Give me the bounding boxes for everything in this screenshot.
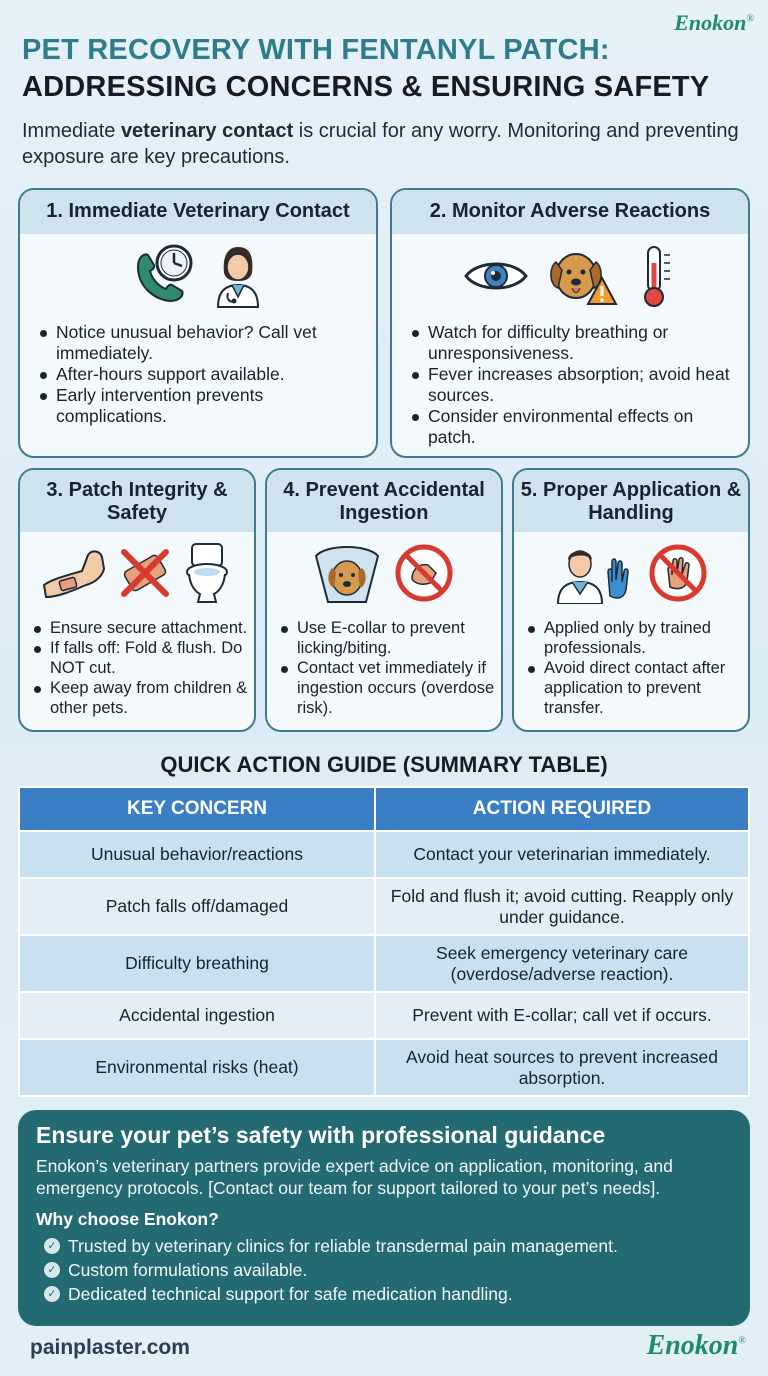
table-cell: Unusual behavior/reactions bbox=[20, 832, 374, 877]
card-bullets bbox=[267, 618, 501, 718]
list-item: Notice unusual behavior? Call vet immediately. bbox=[40, 322, 370, 364]
footer-website-link[interactable]: painplaster.com bbox=[30, 1336, 190, 1359]
table-cell: Prevent with E-collar; call vet if occurs. bbox=[376, 993, 748, 1038]
veterinarian-icon bbox=[210, 243, 266, 314]
table-row bbox=[20, 1040, 748, 1095]
card-bullets bbox=[20, 618, 254, 718]
list-item: Consider environmental effects on patch. bbox=[412, 406, 742, 448]
table-cell: Fold and flush it; avoid cutting. Reapply only under guidance. bbox=[376, 879, 748, 934]
column-header: ACTION REQUIRED bbox=[376, 788, 748, 830]
page-title bbox=[22, 34, 748, 104]
list-item: Avoid direct contact after application to prevent transfer. bbox=[528, 658, 746, 718]
intro-text: Immediate veterinary contact is crucial for any worry. Monitoring and preventing exposure are key precautions. bbox=[22, 120, 739, 168]
cta-heading: Ensure your pet’s safety with professional guidance bbox=[36, 1122, 606, 1148]
table-row bbox=[20, 832, 748, 877]
card-title: 1. Immediate Veterinary Contact bbox=[20, 190, 376, 234]
card-monitor-adverse-reactions bbox=[390, 188, 750, 458]
cta-body: Enokon’s veterinary partners provide expert advice on application, monitoring, and emergency protocols. [Contact our team for support tailored to your pet’s needs]. bbox=[36, 1156, 673, 1198]
card-immediate-vet-contact bbox=[18, 188, 378, 458]
dog-e-collar-icon bbox=[314, 542, 380, 609]
table-cell: Difficulty breathing bbox=[20, 936, 374, 991]
reasons-list bbox=[36, 1234, 732, 1306]
list-item: Contact vet immediately if ingestion occurs (overdose risk). bbox=[281, 658, 499, 718]
arm-patch-icon bbox=[42, 545, 108, 606]
card-bullets bbox=[392, 322, 748, 448]
title-line-1: PET RECOVERY WITH FENTANYL PATCH: bbox=[22, 34, 610, 66]
list-item: Keep away from children & other pets. bbox=[34, 678, 252, 718]
brand-logo-top: Enokon® bbox=[674, 10, 754, 35]
check-icon: ✓ bbox=[44, 1286, 60, 1302]
table-cell: Seek emergency veterinary care (overdose/adverse reaction). bbox=[376, 936, 748, 991]
list-item: Applied only by trained professionals. bbox=[528, 618, 746, 658]
phone-clock-icon bbox=[130, 243, 196, 314]
table-cell: Accidental ingestion bbox=[20, 993, 374, 1038]
brand-logo-bottom: Enokon® bbox=[646, 1330, 746, 1361]
list-item: Use E-collar to prevent licking/biting. bbox=[281, 618, 499, 658]
list-item: ✓ Dedicated technical support for safe medication handling. bbox=[36, 1282, 732, 1306]
list-item: After-hours support available. bbox=[40, 364, 370, 385]
list-item: Fever increases absorption; avoid heat sources. bbox=[412, 364, 742, 406]
eye-icon bbox=[464, 256, 528, 301]
card-title: 4. Prevent Accidental Ingestion bbox=[267, 470, 501, 532]
card-bullets bbox=[514, 618, 748, 718]
table-header-row bbox=[20, 788, 748, 830]
doctor-gloved-hand-icon bbox=[554, 542, 634, 609]
cta-panel bbox=[18, 1110, 750, 1326]
check-icon: ✓ bbox=[44, 1238, 60, 1254]
table-cell: Avoid heat sources to prevent increased absorption. bbox=[376, 1040, 748, 1095]
list-item: Ensure secure attachment. bbox=[34, 618, 252, 638]
list-item: ✓ Trusted by veterinary clinics for reliable transdermal pain management. bbox=[36, 1234, 732, 1258]
table-cell: Environmental risks (heat) bbox=[20, 1040, 374, 1095]
no-cut-patch-icon bbox=[116, 544, 174, 607]
list-item: Watch for difficulty breathing or unresponsiveness. bbox=[412, 322, 742, 364]
list-item: Early intervention prevents complications. bbox=[40, 385, 370, 427]
quick-guide-title: QUICK ACTION GUIDE (SUMMARY TABLE) bbox=[160, 752, 608, 777]
no-licking-icon bbox=[394, 543, 454, 608]
table-row bbox=[20, 879, 748, 934]
thermometer-icon bbox=[636, 243, 676, 314]
card-prevent-accidental-ingestion bbox=[265, 468, 503, 732]
table-cell: Contact your veterinarian immediately. bbox=[376, 832, 748, 877]
card-patch-integrity-safety bbox=[18, 468, 256, 732]
card-title: 5. Proper Application & Handling bbox=[514, 470, 748, 532]
table-row bbox=[20, 993, 748, 1038]
no-touch-hand-icon bbox=[648, 543, 708, 608]
check-icon: ✓ bbox=[44, 1262, 60, 1278]
card-title: 2. Monitor Adverse Reactions bbox=[392, 190, 748, 234]
card-bullets bbox=[20, 322, 376, 427]
table-cell: Patch falls off/damaged bbox=[20, 879, 374, 934]
dog-warning-icon bbox=[546, 244, 618, 313]
table-row bbox=[20, 936, 748, 991]
card-title: 3. Patch Integrity & Safety bbox=[20, 470, 254, 532]
toilet-icon bbox=[182, 540, 232, 611]
column-header: KEY CONCERN bbox=[20, 788, 374, 830]
card-proper-application-handling bbox=[512, 468, 750, 732]
title-line-2: ADDRESSING CONCERNS & ENSURING SAFETY bbox=[22, 71, 710, 103]
list-item: ✓ Custom formulations available. bbox=[36, 1258, 732, 1282]
list-item: If falls off: Fold & flush. Do NOT cut. bbox=[34, 638, 252, 678]
quick-action-table bbox=[18, 786, 750, 1097]
why-choose-title: Why choose Enokon? bbox=[36, 1209, 219, 1229]
